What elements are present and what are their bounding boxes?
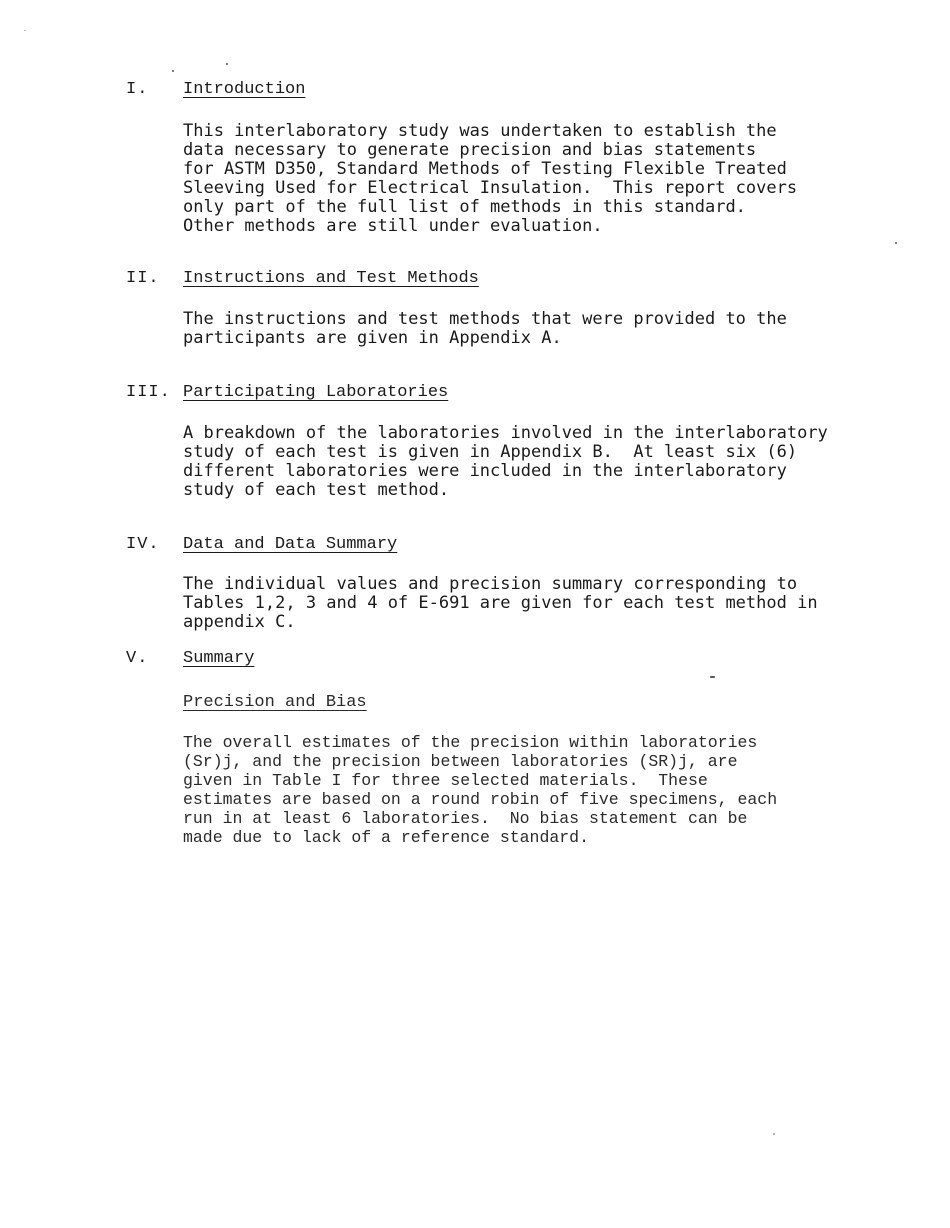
scan-speck bbox=[710, 676, 715, 678]
scan-speck bbox=[172, 70, 174, 72]
section-heading: Data and Data Summary bbox=[183, 535, 398, 554]
section-body: A breakdown of the laboratories involved in the interlaboratory study of each test is given in Appendix B. At least six (6) different laboratories were included in the interlaboratory study of each test method. bbox=[183, 423, 828, 500]
section-body: The instructions and test methods that were provided to the participants are given in Appendix A. bbox=[183, 309, 787, 348]
section-numeral: V. bbox=[126, 649, 149, 668]
section-body: The individual values and precision summary corresponding to Tables 1,2, 3 and 4 of E-691 are given for each test method in appendix C. bbox=[183, 574, 818, 632]
section-numeral: III. bbox=[126, 383, 171, 402]
section-numeral: IV. bbox=[126, 535, 160, 554]
scan-speck bbox=[895, 242, 897, 244]
section-body: The overall estimates of the precision within laboratories (Sr)j, and the precision between laboratories (SR)j, are given in Table I for three selected materials. These estimates are based on a round robin of five specimens, each run in at least 6 laboratories. No bias statement can be made due to lack of a reference standard. bbox=[183, 733, 778, 847]
scan-speck bbox=[773, 1133, 775, 1135]
section-heading: Participating Laboratories bbox=[183, 383, 449, 402]
section-numeral: II. bbox=[126, 269, 160, 288]
section-numeral: I. bbox=[126, 80, 149, 99]
section-body: This interlaboratory study was undertaken to establish the data necessary to generate precision and bias statements for ASTM D350, Standard Methods of Testing Flexible Treated Sleeving Used for Electrical Insulation. This report covers only part of the full list of methods in this standard. Other methods are still under evaluation. bbox=[183, 121, 798, 236]
section-heading: Instructions and Test Methods bbox=[183, 269, 479, 288]
section-heading: Introduction bbox=[183, 80, 306, 99]
scan-speck bbox=[24, 30, 26, 31]
scan-speck bbox=[226, 63, 228, 65]
section-subheading: Precision and Bias bbox=[183, 693, 367, 712]
section-heading: Summary bbox=[183, 649, 255, 668]
